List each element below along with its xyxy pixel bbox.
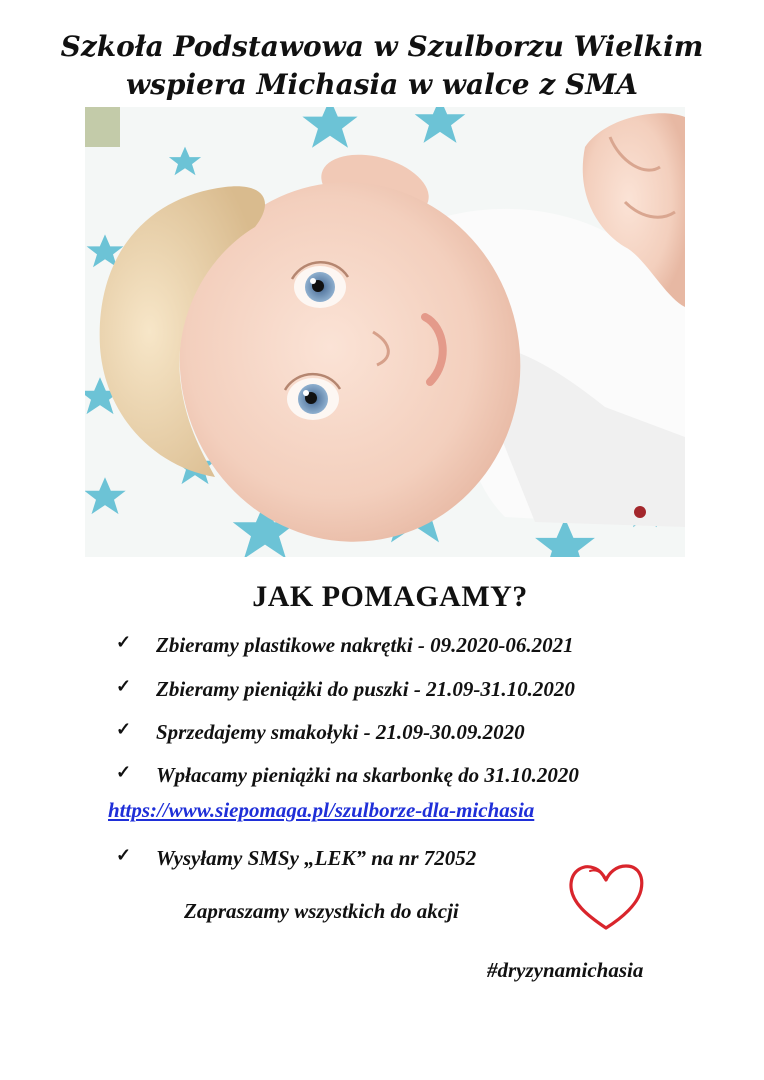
list-item-text: Zbieramy plastikowe nakrętki - 09.2020-06.2021 bbox=[156, 633, 574, 657]
baby-photo bbox=[85, 107, 685, 557]
check-icon: ✓ bbox=[116, 719, 132, 740]
page-title-line-1: Szkoła Podstawowa w Szulborzu Wielkim bbox=[60, 30, 704, 63]
list-item-text: Zbieramy pieniążki do puszki - 21.09-31.10.2020 bbox=[156, 677, 575, 701]
check-icon: ✓ bbox=[116, 845, 132, 866]
baby-illustration bbox=[85, 107, 685, 557]
check-icon: ✓ bbox=[116, 676, 132, 697]
donation-link[interactable]: https://www.siepomaga.pl/szulborze-dla-michasia bbox=[108, 798, 535, 822]
list-item-text: Sprzedajemy smakołyki - 21.09-30.09.2020 bbox=[156, 720, 525, 744]
list-item-text: Wysyłamy SMSy „LEK” na nr 72052 bbox=[156, 846, 477, 870]
heart-icon bbox=[566, 860, 646, 934]
invite-text: Zapraszamy wszystkich do akcji bbox=[184, 899, 459, 923]
hashtag: #dryzynamichasia bbox=[487, 958, 644, 982]
check-icon: ✓ bbox=[116, 632, 132, 653]
section-heading: JAK POMAGAMY? bbox=[252, 580, 528, 613]
check-icon: ✓ bbox=[116, 762, 132, 783]
list-item-text: Wpłacamy pieniążki na skarbonkę do 31.10.2020 bbox=[156, 763, 579, 787]
page-title-line-2: wspiera Michasia w walce z SMA bbox=[126, 68, 638, 101]
